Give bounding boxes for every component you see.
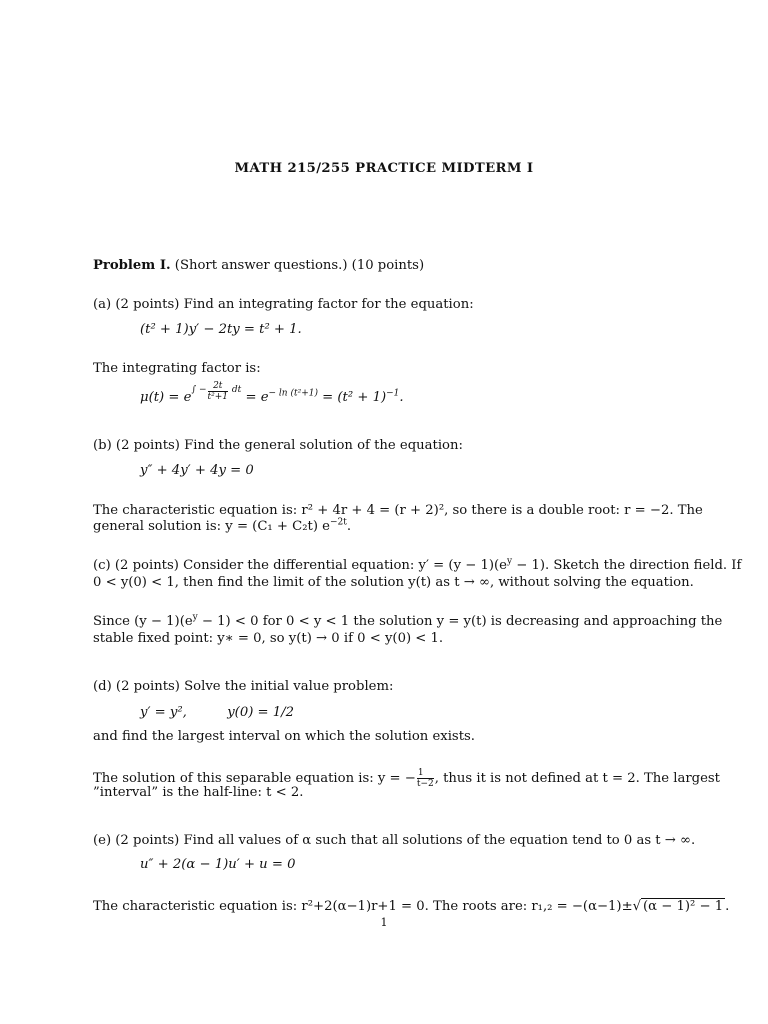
- mu-exp2: − ln (t²+1): [268, 388, 318, 399]
- part-c-question-line2: 0 < y(0) < 1, then find the limit of the solution y(t) as t → ∞, without solving the equation.: [93, 575, 694, 590]
- part-d-equation-left: y′ = y²,: [140, 705, 187, 720]
- part-d-answer-line2: ”interval” is the half-line: t < 2.: [93, 785, 304, 800]
- page-title: MATH 215/255 PRACTICE MIDTERM I: [234, 161, 534, 176]
- mu-rhs-exp: −1: [386, 388, 400, 399]
- part-b-answer-line2: [93, 519, 351, 535]
- part-b-exp: −2t: [329, 517, 347, 528]
- part-d-a1-end: , thus it is not defined at t = 2. The largest: [434, 771, 720, 786]
- mu-mid: = e: [245, 390, 269, 405]
- part-c-answer-line2: stable fixed point: y∗ = 0, so y(t) → 0 if 0 < y(0) < 1.: [93, 631, 444, 646]
- problem-description: (Short answer questions.) (10 points): [174, 258, 425, 273]
- part-d-frac-num: 1: [417, 768, 434, 779]
- part-d-question-tail: and find the largest interval on which the solution exists.: [93, 729, 475, 744]
- page-number: 1: [380, 916, 388, 929]
- mu-frac-num: 2t: [208, 381, 229, 392]
- mu-frac-den: t²+1: [207, 391, 228, 402]
- part-d-question: (d) (2 points) Solve the initial value problem:: [93, 679, 394, 694]
- part-b-end: .: [346, 519, 352, 534]
- part-c-a1-end: − 1) < 0 for 0 < y < 1 the solution y = y(t) is decreasing and approaching the: [197, 614, 723, 629]
- part-d-equation-right: y(0) = 1/2: [227, 705, 295, 720]
- part-b-answer-line1: The characteristic equation is: r² + 4r + 4 = (r + 2)², so there is a double root: r = −2. The: [93, 503, 703, 518]
- part-a-question: (a) (2 points) Find an integrating factor for the equation:: [93, 297, 474, 312]
- problem-heading: [93, 258, 424, 274]
- part-c-q1-end: − 1). Sketch the direction field. If: [512, 558, 742, 573]
- part-e-equation: u″ + 2(α − 1)u′ + u = 0: [140, 857, 296, 872]
- part-e-answer-start: The characteristic equation is: r²+2(α−1)r+1 = 0. The roots are: r₁,₂ = −(α−1)±√: [93, 899, 642, 914]
- part-b-general-solution: general solution is: y = (C₁ + C₂t) e: [93, 519, 330, 534]
- mu-exp-int: ∫ −: [191, 384, 207, 395]
- mu-end: .: [399, 390, 404, 405]
- part-d-a1-start: The solution of this separable equation is: y = −: [93, 771, 416, 786]
- part-b-equation: y″ + 4y′ + 4y = 0: [140, 463, 254, 478]
- part-d-equation: [140, 705, 294, 721]
- part-d-frac-den: t−2: [416, 779, 434, 789]
- part-c-q1-start: (c) (2 points) Consider the differential equation: y′ = (y − 1)(e: [93, 558, 507, 573]
- mu-rhs: = (t² + 1): [322, 390, 387, 405]
- mu-exp-dt: dt: [231, 384, 242, 395]
- part-a-equation: (t² + 1)y′ − 2ty = t² + 1.: [140, 322, 302, 337]
- part-c-question-line1: [93, 556, 742, 574]
- part-b-question: (b) (2 points) Find the general solution of the equation:: [93, 438, 463, 453]
- part-c-answer-line1: [93, 612, 723, 630]
- part-a-answer-intro: The integrating factor is:: [93, 361, 261, 376]
- part-c-a1-start: Since (y − 1)(e: [93, 614, 193, 629]
- part-a-integrating-factor: [140, 380, 404, 411]
- problem-label: Problem I.: [93, 258, 171, 273]
- part-e-radicand: (α − 1)² − 1: [643, 899, 724, 914]
- part-c-q1-exp: y: [506, 556, 513, 567]
- part-e-answer-end: .: [725, 899, 730, 914]
- part-e-question: (e) (2 points) Find all values of α such that all solutions of the equation tend to 0 as t → ∞.: [93, 833, 696, 848]
- part-c-a1-exp: y: [192, 612, 198, 623]
- mu-lhs: μ(t) = e: [140, 390, 192, 405]
- part-e-answer: [93, 899, 729, 915]
